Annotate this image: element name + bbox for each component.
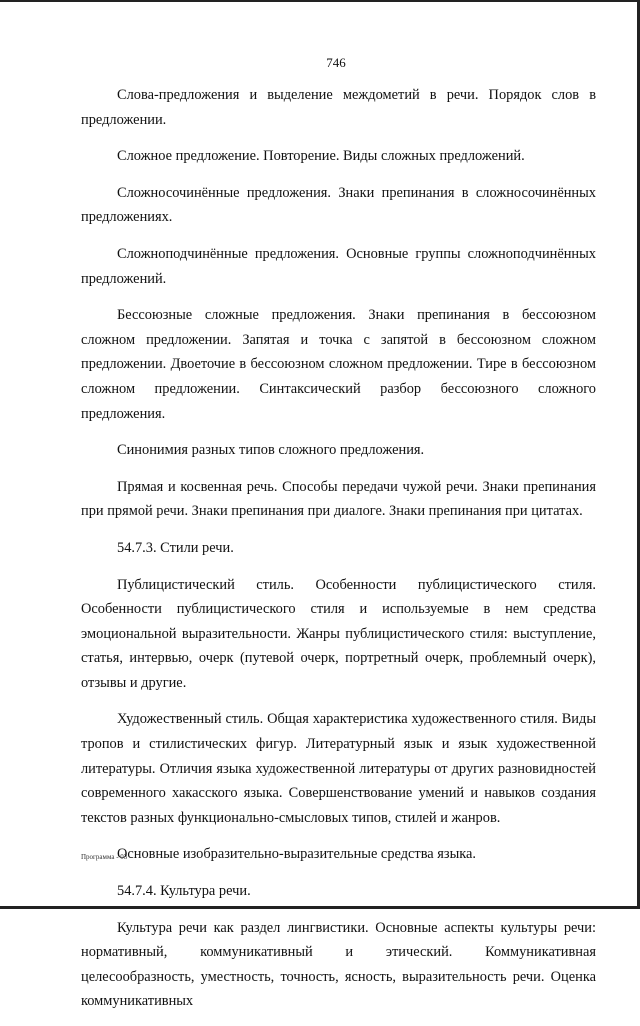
paragraph-compound-sentences: Сложносочинённые предложения. Знаки препинания в сложносочинённых предложениях.	[81, 184, 596, 226]
page-footer: Программа - 03	[81, 853, 128, 861]
scan-border-top	[0, 0, 640, 2]
paragraph-word-sentences: Слова-предложения и выделение междометий в речи. Порядок слов в предложении.	[81, 87, 596, 128]
page-number: 746	[326, 55, 346, 70]
paragraph-speech-culture: Культура речи как раздел лингвистики. Основные аспекты культуры речи: нормативный, коммуникативный и этический. Коммуникативная целесообразность, уместность, точность, ясность, выразительность речи. Оценка коммуникативных	[81, 919, 596, 1010]
section-heading-speech-culture: 54.7.4. Культура речи.	[117, 883, 251, 900]
paragraph-expressive-means: Основные изобразительно-выразительные средства языка.	[117, 846, 477, 863]
document-body	[81, 83, 596, 1026]
paragraph-complex-subordinate: Сложноподчинённые предложения. Основные группы сложноподчинённых предложений.	[81, 245, 596, 287]
paragraph-asyndetic-sentences: Бессоюзные сложные предложения. Знаки препинания в бессоюзном сложном предложении. Запятая и точка с запятой в бессоюзном сложном предложении. Двоеточие в бессоюзном сложном предложении. Тире в бессоюзном сложном предложении. Синтаксический разбор бессоюзного сложного предложения.	[81, 307, 596, 422]
paragraph-publicistic-style: Публицистический стиль. Особенности публицистического стиля. Особенности публицистического стиля и используемые в нем средства эмоциональной выразительности. Жанры публицистического стиля: выступление, статья, интервью, очерк (путевой очерк, портретный очерк, проблемный очерк), отзывы и другие.	[81, 576, 596, 691]
paragraph-artistic-style: Художественный стиль. Общая характеристика художественного стиля. Виды тропов и стилистических фигур. Литературный язык и язык художественной литературы. Отличия языка художественной литературы от других разновидностей современного хакасского языка. Совершенствование умений и навыков создания текстов разных функционально-смысловых типов, стилей и жанров.	[81, 711, 596, 826]
section-heading-speech-styles: 54.7.3. Стили речи.	[117, 539, 234, 556]
paragraph-direct-speech: Прямая и косвенная речь. Способы передачи чужой речи. Знаки препинания при прямой речи. Знаки препинания при диалоге. Знаки препинания при цитатах.	[81, 478, 596, 520]
paragraph-synonymy: Синонимия разных типов сложного предложения.	[117, 442, 425, 459]
paragraph-complex-sentence: Сложное предложение. Повторение. Виды сложных предложений.	[117, 148, 525, 165]
